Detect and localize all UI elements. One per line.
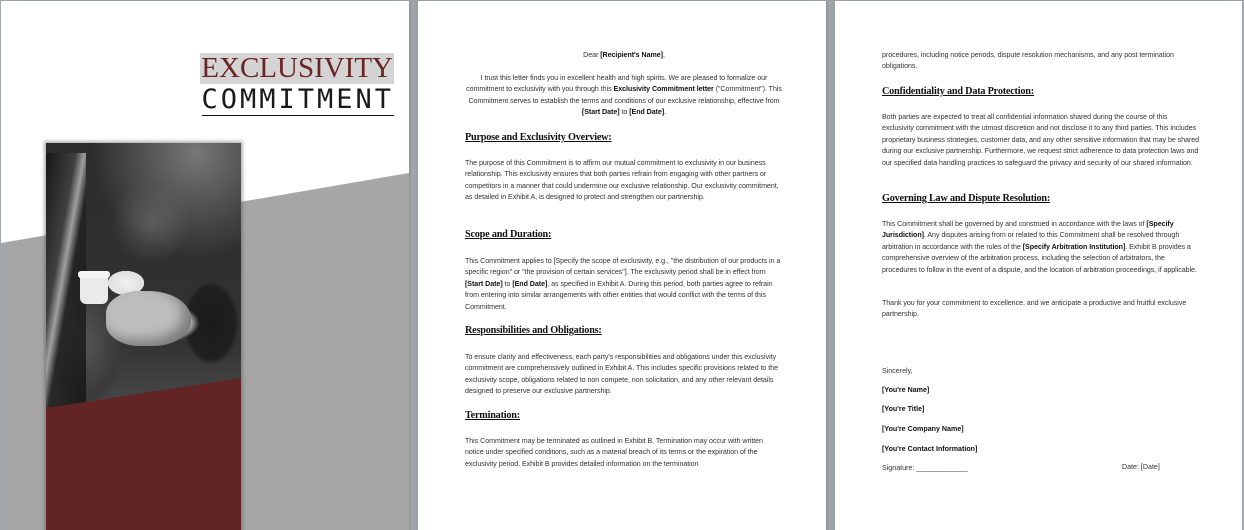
intro-bold-title: Exclusivity Commitment letter [613, 85, 714, 94]
greeting-suffix: , [662, 51, 665, 59]
intro-text: ("Commitment"). This Commitment serves to establish the terms and conditions of our exclusive relationship, effective from [468, 85, 782, 105]
end-date-placeholder: [End Date] [512, 279, 548, 288]
termination-continued: procedures, including notice periods, dispute resolution mechanisms, and any post termination obligations. [882, 51, 1174, 71]
jurisdiction-placeholder: [Specify Jurisdiction] [882, 220, 1174, 240]
scope-text: to [502, 279, 513, 288]
heading-confidentiality: Confidentiality and Data Protection: [882, 86, 1034, 97]
page-gutter [409, 1, 418, 530]
sender-company-placeholder: [You're Company Name] [882, 425, 964, 433]
intro-text: I trust this letter finds you in excellent health and high spirits. We are pleased to formalize our commitment to exclusivity with you through this [466, 74, 768, 94]
heading-scope: Scope and Duration: [465, 229, 552, 240]
sender-name-placeholder: [You're Name] [882, 386, 930, 394]
letter-page-1 [418, 1, 826, 530]
intro-text: . [664, 108, 667, 117]
start-date-placeholder: [Start Date] [581, 108, 620, 117]
cover-title-underline [202, 115, 394, 116]
governing-law-text: . Exhibit B provides a comprehensive overview of the arbitration process, including the selection of arbitrators, the procedures to follow in the event of a dispute, and the location of arbitration proceedings, if applicable. [882, 242, 1197, 274]
page-gutter [826, 1, 835, 530]
start-date-placeholder: [Start Date] [465, 279, 503, 288]
closing-paragraph: Thank you for your commitment to excellence, and we anticipate a productive and fruitful exclusive partnership. [882, 299, 1187, 319]
purpose-paragraph: The purpose of this Commitment is to affirm our mutual commitment to exclusivity in our business relationship. This exclusivity ensures that both parties refrain from engaging with other partners or competitors in a manner that could undermine our exclusive relationship. Our exclusivity commitment, as detailed in Exhibit A, is designed to protect and strengthen our partnership. [465, 159, 779, 202]
end-date-placeholder: [End Date] [629, 108, 665, 117]
governing-law-paragraph [882, 219, 1200, 276]
photo-coffee-cup [80, 274, 108, 304]
heading-termination: Termination: [465, 410, 520, 421]
scope-text: , as specified in Exhibit A. During this period, both parties agree to refrain from entering into similar arrangements with other entities that would conflict with the terms of this Commitment. [465, 279, 773, 311]
arbitration-institution-placeholder: [Specify Arbitration Institution] [1022, 242, 1126, 251]
heading-responsibilities: Responsibilities and Obligations: [465, 325, 602, 336]
cover-title-block [194, 1, 394, 121]
recipient-name-placeholder: [Recipient's Name] [600, 51, 663, 59]
photo-coffee-lid [78, 271, 110, 278]
greeting-prefix: Dear [583, 51, 601, 59]
signature-field: Signature: _____________ [882, 464, 968, 472]
termination-paragraph: This Commitment may be terminated as outlined in Exhibit B. Termination may occur with written notice under specified conditions, such as a material breach of its terms or the expiration of the exclusivity period. Exhibit B provides detailed information on the termination [465, 437, 763, 468]
confidentiality-paragraph: Both parties are expected to treat all confidential information shared during the course of this exclusivity commitment with the utmost discretion and not disclose it to any third parties. This includes proprietary business strategies, customer data, and any other sensitive information that may be shared during our exclusive partnership. Furthermore, we request strict adherence to data protection laws and our specified data handling practices to safeguard the privacy and security of our shared information. [882, 113, 1200, 167]
scope-paragraph [465, 256, 783, 313]
responsibilities-paragraph: To ensure clarity and effectiveness, each party's responsibilities and obligations under this exclusivity commitment are comprehensively outlined in Exhibit A. This includes specific provisions related to the exclusivity scope, obligations related to non compete, non solicitation, and any other relevant details designed to preserve our exclusive partnership. [465, 353, 778, 396]
sender-title-placeholder: [You're Title] [882, 405, 925, 413]
intro-paragraph [465, 73, 783, 119]
cover-title-main: EXCLUSIVITY [201, 52, 393, 84]
greeting [465, 50, 783, 61]
governing-law-text: This Commitment shall be governed by and construed in accordance with the laws of [882, 220, 1147, 228]
governing-law-text: . Any disputes arising from or related to this Commitment shall be resolved through arbitration in accordance with the rules of the [882, 231, 1180, 251]
letter-page-2 [835, 1, 1242, 530]
scope-text: This Commitment applies to [Specify the scope of exclusivity, e.g., "the distribution of our products in a specific region" or "the provision of certain services"]. The exclusivity period shall be in effect from [465, 257, 781, 277]
cover-photo-frame [46, 143, 241, 530]
cover-page [1, 1, 409, 530]
signoff: Sincerely, [882, 367, 913, 375]
heading-governing-law: Governing Law and Dispute Resolution: [882, 193, 1051, 204]
cover-title-sub: COMMITMENT [201, 84, 394, 115]
date-field: Date: [Date] [1122, 463, 1160, 471]
photo-handshake [106, 291, 191, 346]
heading-purpose: Purpose and Exclusivity Overview: [465, 132, 612, 143]
intro-text: to [619, 108, 630, 117]
sender-contact-placeholder: [You're Contact Information] [882, 445, 978, 453]
